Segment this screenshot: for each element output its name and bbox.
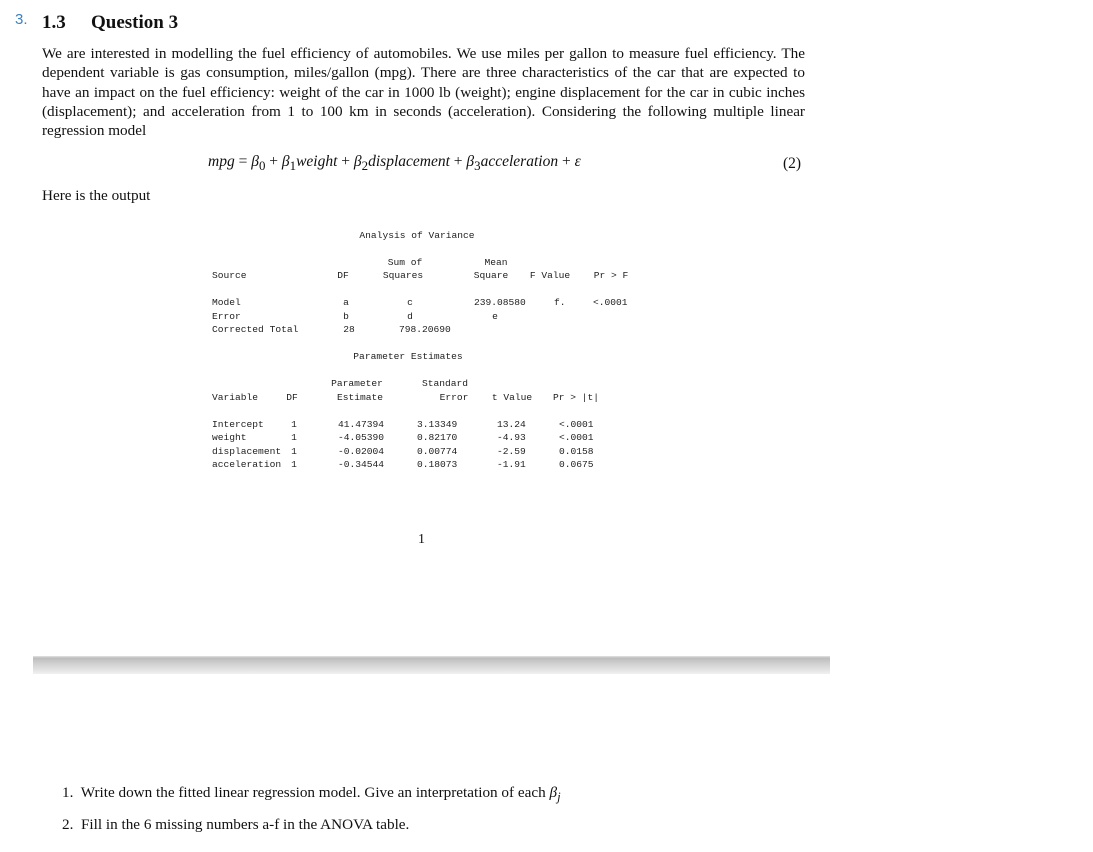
question-item (62, 816, 561, 848)
params-row-variable: Intercept (212, 419, 264, 430)
question-beta-subscript: j (557, 790, 561, 805)
anova-header-ms-top: Mean (484, 257, 508, 268)
anova-row-total-source: Corrected Total (212, 324, 299, 335)
params-row-p-value: 0.0675 (559, 459, 594, 470)
anova-title: Analysis of Variance (359, 230, 475, 241)
params-row-estimate: 41.47394 (338, 419, 385, 430)
question-item (62, 784, 561, 816)
params-row-estimate: -0.34544 (338, 459, 385, 470)
equation-number: (2) (783, 155, 802, 172)
anova-row-model-f: f. (554, 297, 566, 308)
params-row-variable: weight (212, 432, 247, 443)
params-header-t: t Value (491, 392, 533, 403)
anova-row-error-df: b (343, 311, 349, 322)
anova-row-model-p: <.0001 (593, 297, 628, 308)
eq-term-displacement: displacement (368, 153, 450, 170)
question-text: Fill in the 6 missing numbers a-f in the ANOVA table. (80, 816, 410, 833)
eq-plus: + (449, 153, 467, 170)
page-divider (33, 656, 830, 674)
params-row-t-value: 13.24 (497, 419, 526, 430)
eq-beta3-sub: 3 (474, 158, 481, 174)
params-row-p-value: 0.0158 (559, 446, 594, 457)
eq-beta0-sub: 0 (258, 158, 266, 174)
params-header-variable: Variable (212, 392, 259, 403)
params-header-se-bottom: Error (439, 392, 469, 403)
anova-row-error-source: Error (212, 311, 241, 322)
eq-beta2: β (353, 153, 362, 170)
anova-row-total-ss: 798.20690 (399, 324, 451, 335)
eq-beta0: β (251, 153, 259, 170)
eq-term-acceleration: acceleration (480, 153, 559, 170)
params-row-estimate: -4.05390 (338, 432, 385, 443)
anova-row-model-ms: 239.08580 (474, 297, 526, 308)
params-row-df: 1 (291, 459, 297, 470)
params-header-se-top: Standard (421, 378, 469, 389)
eq-plus: + (558, 153, 575, 170)
section-title: Question 3 (91, 12, 179, 33)
params-row-std-error: 0.00774 (417, 446, 458, 457)
question-number: 1. (62, 784, 74, 801)
params-header-p: Pr > |t| (552, 392, 600, 403)
anova-row-total-df: 28 (343, 324, 355, 335)
params-row-std-error: 0.82170 (417, 432, 458, 443)
page-number: 1 (418, 532, 425, 547)
anova-header-source: Source (212, 270, 247, 281)
params-row-t-value: -1.91 (497, 459, 526, 470)
question-number: 2. (62, 816, 74, 833)
params-row-estimate: -0.02004 (338, 446, 385, 457)
params-row-p-value: <.0001 (559, 432, 594, 443)
anova-row-error-ms: e (492, 311, 498, 322)
params-title: Parameter Estimates (353, 351, 463, 362)
eq-beta2-sub: 2 (361, 158, 369, 174)
params-row-std-error: 0.18073 (417, 459, 458, 470)
anova-header-prf: Pr > F (593, 270, 629, 281)
anova-header-ss-bottom: Squares (382, 270, 424, 281)
params-row-t-value: -2.59 (497, 446, 526, 457)
anova-header-ss-top: Sum of (387, 257, 423, 268)
section-number: 1.3 (42, 12, 66, 33)
eq-beta1: β (281, 153, 290, 170)
eq-plus: + (265, 153, 282, 170)
anova-header-fvalue: F Value (529, 270, 571, 281)
params-header-df: DF (286, 392, 298, 403)
eq-epsilon: ε (574, 153, 581, 170)
intro-paragraph: We are interested in modelling the fuel efficiency of automobiles. We use miles per gallon to measure fuel efficiency. The dependent variable is gas consumption, miles/gallon (mpg). There are three characteristics of the car that are expected to have an impact on the fuel efficiency: weight of the car in 1000 lb (weight); engine displacement for the car in cubic inches (displacement); and acceleration from 1 to 100 km in seconds (acceleration). Considering the following multiple linear regression model (42, 45, 805, 140)
anova-row-model-source: Model (212, 297, 241, 308)
params-row-df: 1 (291, 419, 297, 430)
params-row-p-value: <.0001 (559, 419, 594, 430)
item-number: 3. (15, 11, 28, 28)
params-header-est-bottom: Estimate (336, 392, 384, 403)
anova-header-ms-bottom: Square (473, 270, 509, 281)
params-row-df: 1 (291, 446, 297, 457)
eq-term-weight: weight (296, 153, 338, 170)
question-list (62, 784, 561, 848)
params-row-t-value: -4.93 (497, 432, 526, 443)
anova-row-model-ss: c (407, 297, 413, 308)
eq-plus: + (337, 153, 354, 170)
regression-equation (208, 153, 581, 174)
question-text: Write down the fitted linear regression model. Give an interpretation of each (80, 784, 550, 801)
output-label: Here is the output (42, 187, 151, 204)
anova-header-df: DF (337, 270, 349, 281)
params-row-variable: displacement (212, 446, 282, 457)
eq-beta3: β (466, 153, 475, 170)
params-row-df: 1 (291, 432, 297, 443)
params-row-std-error: 3.13349 (417, 419, 458, 430)
params-header-est-top: Parameter (331, 378, 383, 389)
anova-row-model-df: a (343, 297, 349, 308)
anova-row-error-ss: d (407, 311, 413, 322)
question-beta-symbol: β (549, 784, 558, 801)
eq-beta1-sub: 1 (289, 158, 297, 174)
params-row-variable: acceleration (212, 459, 282, 470)
eq-lhs: mpg (208, 153, 235, 170)
eq-equals: = (234, 153, 252, 170)
